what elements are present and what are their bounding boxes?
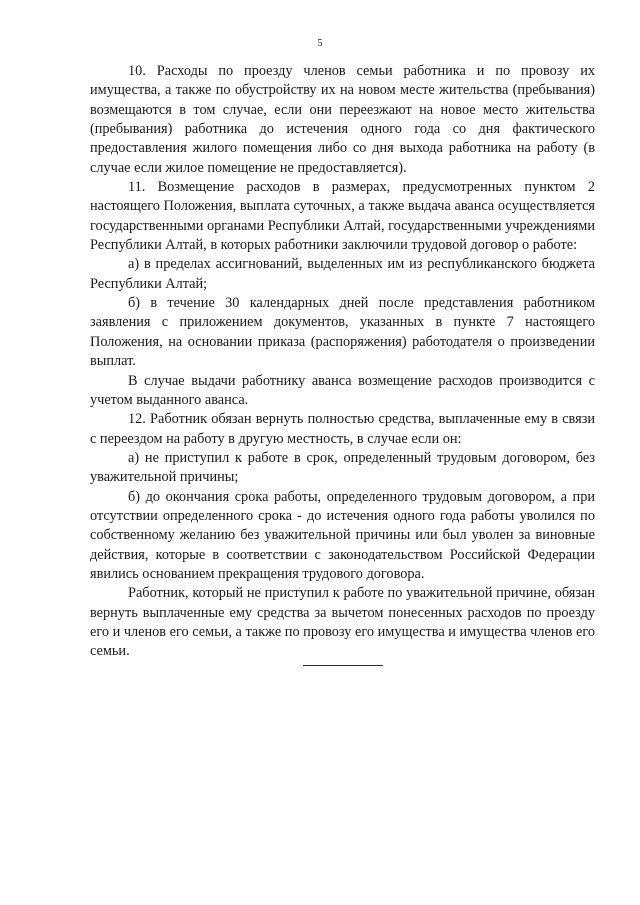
paragraph-10: 10. Расходы по проезду членов семьи работника и по провозу их имущества, а также по обустройству их на новом месте жительства (пребывания) возмещаются в том случае, если они переезжают на новое место жительства (пребывания) работника до истечения одного года со дня фактического предоставления жилого помещения либо со дня выхода работника на работу (в случае если жилое помещение не предоставляется).	[90, 63, 595, 176]
paragraph-12-valid-reason: Работник, который не приступил к работе по уважительной причине, обязан вернуть выплаченные ему средства за вычетом понесенных расходов по проезду его и членов его семьи, а также по провозу его имущества и имущества членов его семьи.	[90, 585, 595, 660]
paragraph-11-a: а) в пределах ассигнований, выделенных им из республиканского бюджета Республики Алтай;	[90, 256, 595, 292]
paragraph-11-b: б) в течение 30 календарных дней после представления работником заявления с приложением документов, указанных в пункте 7 настоящего Положения, на основании приказа (распоряжения) работодателя о произведении выплат.	[90, 295, 595, 370]
end-separator-line	[303, 665, 383, 666]
paragraph-12: 12. Работник обязан вернуть полностью средства, выплаченные ему в связи с переездом на работу в другую местность, в случае если он:	[90, 411, 595, 447]
paragraph-12-b: б) до окончания срока работы, определенного трудовым договором, а при отсутствии определенного срока - до истечения одного года работы уволился по собственному желанию без уважительной причины или был уволен за виновные действия, которые в соответствии с законодательством Российской Федерации явились основанием прекращения трудового договора.	[90, 488, 595, 582]
paragraph-12-a: а) не приступил к работе в срок, определенный трудовым договором, без уважительной причины;	[90, 449, 595, 486]
document-body	[90, 62, 595, 662]
paragraph-11: 11. Возмещение расходов в размерах, предусмотренных пунктом 2 настоящего Положения, выплата суточных, а также выдача аванса осуществляется государственными органами Республики Алтай, государственными учреждениями Республики Алтай, в которых работники заключили трудовой договор о работе:	[90, 179, 595, 254]
paragraph-11-advance: В случае выдачи работнику аванса возмещение расходов производится с учетом выданного аванса.	[90, 372, 595, 408]
page-number: 5	[317, 38, 323, 49]
